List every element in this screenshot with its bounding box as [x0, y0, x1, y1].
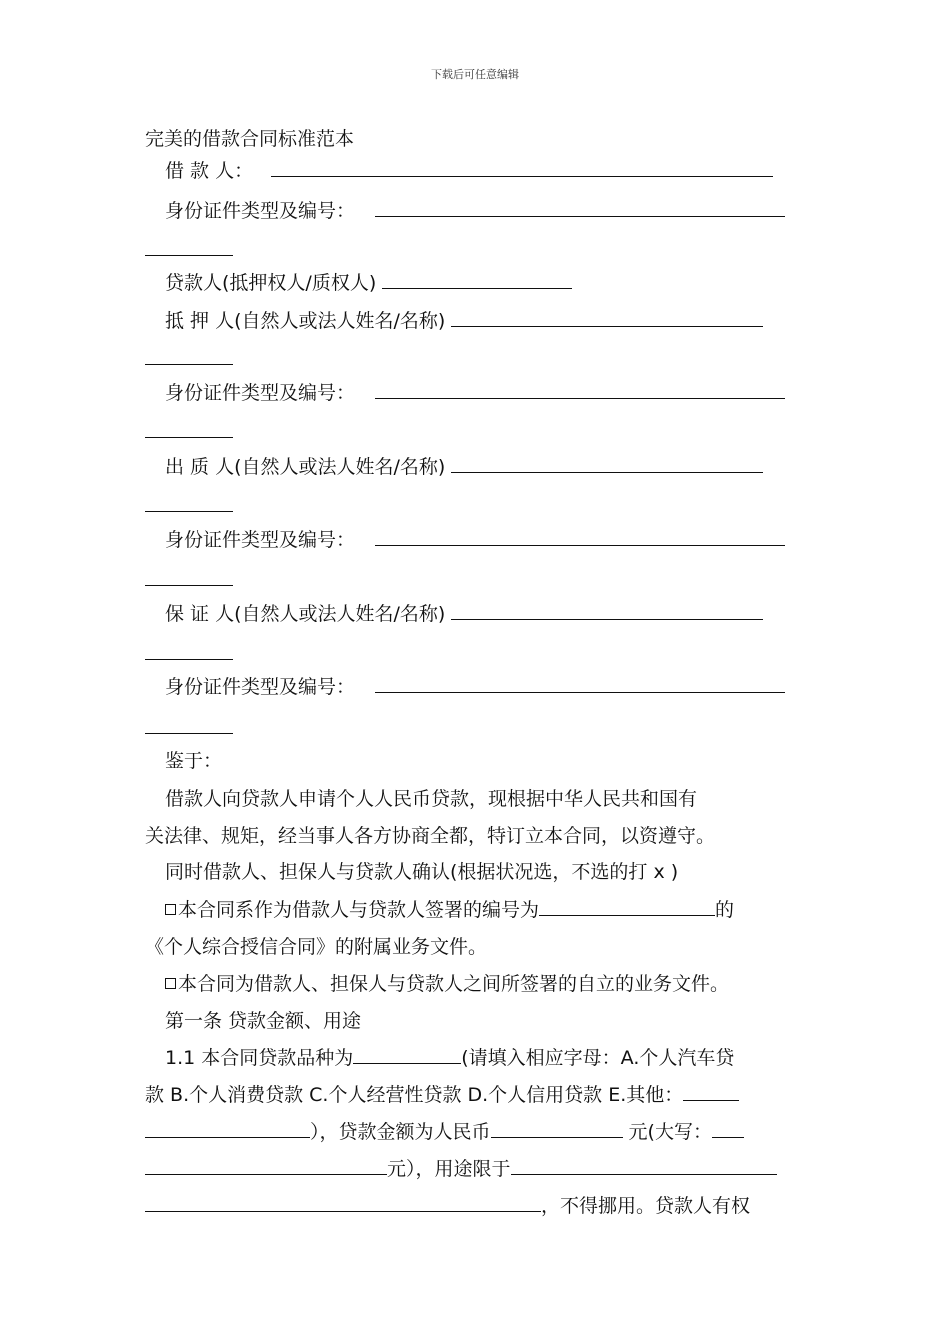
- paragraph-1a: 借款人向贷款人申请个人人民币贷款，现根据中华人民共和国有: [165, 788, 698, 810]
- loan-type-blank[interactable]: [353, 1043, 461, 1064]
- document-title: 完美的借款合同标准范本: [145, 128, 355, 150]
- lender-blank[interactable]: [382, 268, 572, 289]
- checkbox-option-1[interactable]: [165, 904, 176, 915]
- clause-1-1-line-a: [165, 1043, 734, 1073]
- id-blank-4-cont[interactable]: [145, 732, 233, 734]
- id-line-1: [165, 196, 785, 226]
- mortgagor-blank[interactable]: [451, 306, 763, 327]
- amount-words-blank[interactable]: [712, 1117, 744, 1138]
- pledgor-blank-cont[interactable]: [145, 510, 233, 512]
- contract-number-blank[interactable]: [539, 895, 715, 916]
- borrower-label: 借 款 人：: [165, 160, 254, 182]
- id-blank-3[interactable]: [375, 525, 785, 546]
- id-blank-1[interactable]: [375, 196, 785, 217]
- loan-amount-blank[interactable]: [491, 1117, 623, 1138]
- option-1-text: 本合同系作为借款人与贷款人签署的编号为: [178, 899, 540, 921]
- id-line-4: [165, 672, 785, 702]
- id-blank-2-cont[interactable]: [145, 436, 233, 438]
- clause-1-1-text-a: 1.1 本合同贷款品种为: [165, 1047, 354, 1069]
- mortgagor-blank-cont[interactable]: [145, 363, 233, 365]
- clause-1-1-text-d1: 元），用途限于: [387, 1158, 511, 1180]
- borrower-line: [165, 156, 773, 186]
- clause-1-1-line-c: [145, 1117, 744, 1147]
- id-blank-2[interactable]: [375, 378, 785, 399]
- id-blank-3-cont[interactable]: [145, 584, 233, 586]
- id-line-3: [165, 525, 785, 555]
- whereas: 鉴于：: [165, 750, 223, 772]
- guarantor-blank-cont[interactable]: [145, 658, 233, 660]
- guarantor-label: 保 证 人(自然人或法人姓名/名称): [165, 603, 446, 625]
- clause-1-1-text-a2: (请填入相应字母：A.个人汽车贷: [461, 1047, 735, 1069]
- paragraph-1b: 关法律、规矩，经当事人各方协商全都，特订立本合同，以资遵守。: [145, 825, 716, 847]
- clause-1-1-text-c1: ），贷款金额为人民币: [310, 1121, 491, 1143]
- clause-1-1-line-e: [145, 1191, 750, 1221]
- purpose-blank-cont[interactable]: [145, 1191, 541, 1212]
- lender-label: 贷款人(抵押权人/质权人): [165, 272, 377, 294]
- pledgor-label: 出 质 人(自然人或法人姓名/名称): [165, 456, 446, 478]
- id-label-4: 身份证件类型及编号：: [165, 676, 356, 698]
- id-label-2: 身份证件类型及编号：: [165, 382, 356, 404]
- pledgor-line: [165, 452, 763, 482]
- pledgor-blank[interactable]: [451, 452, 763, 473]
- clause-1-1-line-b: [145, 1080, 739, 1110]
- option-1-end: 的: [715, 899, 735, 921]
- checkbox-option-2[interactable]: [165, 978, 176, 989]
- other-type-blank[interactable]: [683, 1080, 739, 1101]
- clause-1-1-text-b: 款 B.个人消费贷款 C.个人经营性贷款 D.个人信用贷款 E.其他：: [145, 1084, 684, 1106]
- option-2-text: 本合同为借款人、担保人与贷款人之间所签署的自立的业务文件。: [178, 973, 730, 995]
- page-header: 下载后可任意编辑: [431, 68, 519, 81]
- mortgagor-line: [165, 306, 763, 336]
- purpose-blank[interactable]: [511, 1154, 777, 1175]
- other-type-blank-cont[interactable]: [145, 1117, 310, 1138]
- amount-words-blank-cont[interactable]: [145, 1154, 387, 1175]
- id-blank-4[interactable]: [375, 672, 785, 693]
- option-1-cont: 《个人综合授信合同》的附属业务文件。: [145, 936, 488, 958]
- id-line-2: [165, 378, 785, 408]
- clause-1-1-text-c2: 元(大写：: [622, 1121, 712, 1143]
- clause-1-1-line-d: [145, 1154, 777, 1184]
- guarantor-line: [165, 599, 763, 629]
- paragraph-2: 同时借款人、担保人与贷款人确认(根据状况选，不选的打 x ): [165, 861, 679, 883]
- id-label-3: 身份证件类型及编号：: [165, 529, 356, 551]
- clause-1-1-text-e1: ，不得挪用。贷款人有权: [541, 1195, 751, 1217]
- borrower-blank[interactable]: [271, 156, 773, 177]
- article-1-heading: 第一条 贷款金额、用途: [165, 1010, 362, 1032]
- option-1-line: [165, 895, 734, 925]
- id-label-1: 身份证件类型及编号：: [165, 200, 356, 222]
- mortgagor-label: 抵 押 人(自然人或法人姓名/名称): [165, 310, 446, 332]
- guarantor-blank[interactable]: [451, 599, 763, 620]
- id-blank-1-cont[interactable]: [145, 254, 233, 256]
- lender-line: [165, 268, 572, 298]
- option-2-line: [165, 969, 729, 999]
